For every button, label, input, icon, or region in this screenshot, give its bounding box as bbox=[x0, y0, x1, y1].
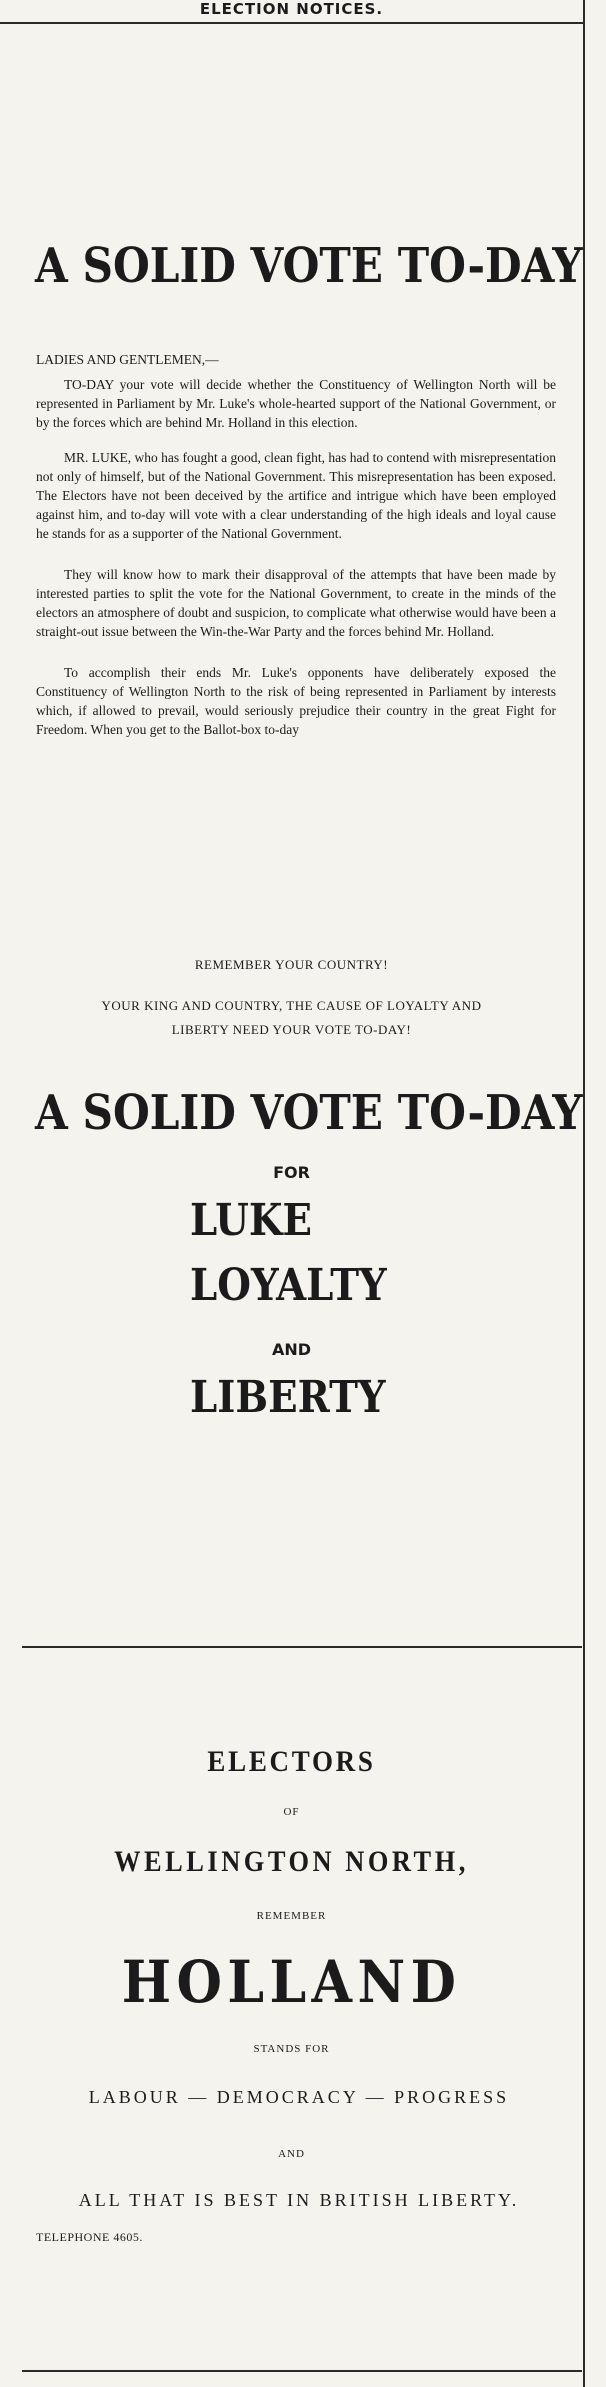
name-loyalty: LOYALTY bbox=[190, 1260, 387, 1311]
header-rule bbox=[0, 22, 583, 24]
paragraph-1: TO-DAY your vote will decide whether the Constituency of Wellington North will be represented in Parliament by Mr. Luke's whole-hearted support of the National Government, or by the forces which are behind Mr. Holland in this election. bbox=[36, 377, 556, 430]
name-luke: LUKE bbox=[190, 1195, 313, 1246]
name-liberty: LIBERTY bbox=[190, 1372, 386, 1423]
and-label-2: AND bbox=[278, 2148, 305, 2160]
stands-for-label: STANDS FOR bbox=[253, 2043, 330, 2055]
cause-line-2: LIBERTY NEED YOUR VOTE TO-DAY! bbox=[171, 1022, 412, 1037]
constituency-name: WELLINGTON NORTH, bbox=[114, 1845, 469, 1878]
telephone-number: TELEPHONE 4605. bbox=[36, 2230, 143, 2244]
electors-heading: ELECTORS bbox=[207, 1745, 376, 1778]
of-label: OF bbox=[283, 1806, 300, 1818]
for-label: FOR bbox=[273, 1163, 310, 1182]
ad1-body bbox=[36, 375, 556, 755]
and-label: AND bbox=[271, 1340, 312, 1359]
remember-country: REMEMBER YOUR COUNTRY! bbox=[194, 957, 389, 972]
paragraph-2: MR. LUKE, who has fought a good, clean fight, has had to contend with misrepresentation not only of himself, but of the National Government. This misrepresentation has been exposed. The Electors have not been deceived by the artifice and intrigue which have been employed against him, and to-day will vote with a clear understanding of the high ideals and loyal cause he stands for as a supporter of the National Government. bbox=[36, 450, 556, 541]
paragraph-3: They will know how to mark their disapproval of the attempts that have been made by interested parties to split the vote for the National Government, to create in the minds of the electors an atmosphere of doubt and suspicion, to complicate what otherwise would have been a straight-out issue between the Win-the-War Party and the forces behind Mr. Holland. bbox=[36, 567, 556, 639]
section-header: ELECTION NOTICES. bbox=[199, 0, 384, 18]
ad1-headline: A SOLID VOTE TO-DAY bbox=[34, 238, 583, 294]
ad1-headline-2: A SOLID VOTE TO-DAY bbox=[34, 1085, 583, 1141]
salutation bbox=[36, 352, 556, 368]
paragraph-4: To accomplish their ends Mr. Luke's opponents have deliberately exposed the Constituency of Wellington North to the risk of being represented in Parliament by interests which, if allowed to prevail, would seriously prejudice their country in the great Fight for Freedom. When you get to the Ballot-box to-day bbox=[36, 665, 556, 737]
holland-name: HOLLAND bbox=[121, 1948, 462, 2016]
remember-label: REMEMBER bbox=[256, 1910, 327, 1922]
bottom-rule bbox=[22, 2370, 582, 2372]
salutation-text: LADIES AND GENTLEMEN,— bbox=[36, 352, 219, 367]
british-liberty-line: ALL THAT IS BEST IN BRITISH LIBERTY. bbox=[78, 2190, 520, 2210]
ad-divider bbox=[22, 1646, 582, 1648]
labour-democracy-progress: LABOUR — DEMOCRACY — PROGRESS bbox=[88, 2087, 510, 2107]
cause-line-1: YOUR KING AND COUNTRY, THE CAUSE OF LOYALTY AND bbox=[101, 998, 482, 1013]
column-divider bbox=[583, 0, 585, 2387]
